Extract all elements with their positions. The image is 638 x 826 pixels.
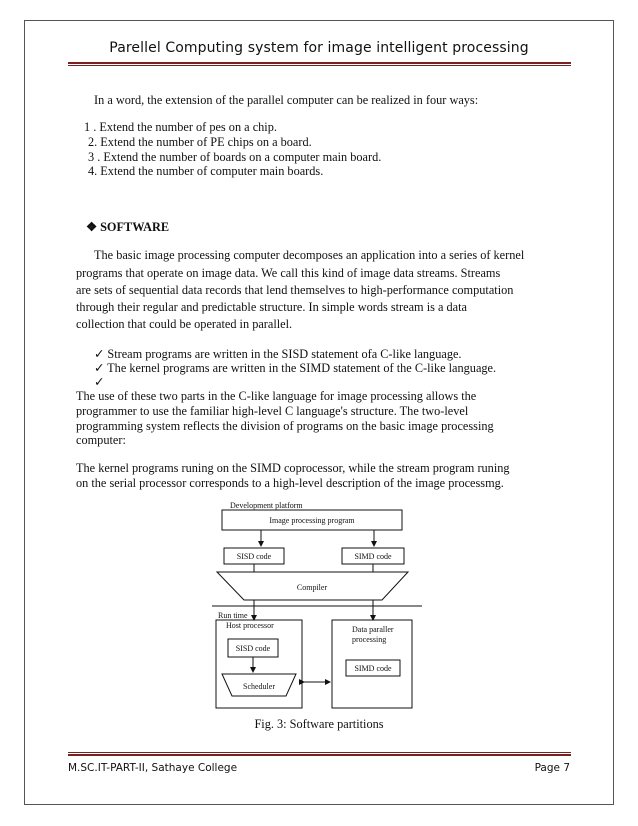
header-rule-thick	[68, 62, 571, 64]
footer-rule-thick	[68, 754, 571, 756]
paragraph2-line-2: programmer to use the familiar high-level C language's structure. The two-level	[76, 404, 469, 418]
compiler-label: Compiler	[296, 583, 328, 592]
footer-rule-thin	[68, 752, 571, 753]
bullet-item-2: ✓ The kernel programs are written in the SIMD statement of the C-like language.	[94, 361, 497, 375]
host-processor-box	[216, 620, 302, 708]
paragraph1-line-1: The basic image processing computer decomposes an application into a series of kernel	[94, 248, 525, 262]
sisd-code-top-label: SISD code	[236, 552, 272, 561]
bullet-item-3: ✓	[94, 375, 105, 389]
paragraph2-line-4: computer:	[76, 433, 126, 447]
way-item-3: 3 . Extend the number of boards on a computer main board.	[88, 150, 382, 164]
footer-page-number: Page 7	[534, 762, 570, 774]
paragraph3-line-2: on the serial processor corresponds to a high-level description of the image processmg.	[76, 476, 504, 490]
scheduler-label: Scheduler	[243, 682, 275, 691]
page-header-title: Parellel Computing system for image intelligent processing	[109, 40, 529, 56]
simd-code-dp-label: SIMD code	[354, 664, 392, 673]
figure-caption: Fig. 3: Software partitions	[254, 717, 384, 731]
data-parallel-label-1: Data paraller	[352, 625, 394, 634]
software-partitions-diagram	[212, 500, 422, 712]
paragraph2-line-3: programming system reflects the division of programs on the basic image processing	[76, 419, 494, 433]
paragraph1-line-5: collection that could be operated in parallel.	[76, 317, 293, 331]
sisd-code-host-label: SISD code	[235, 644, 271, 653]
paragraph1-line-3: are sets of sequential data records that lend themselves to high-performance computation	[76, 283, 514, 297]
header-rule-thin	[68, 65, 571, 66]
run-time-label: Run time	[218, 611, 248, 620]
paragraph1-line-2: programs that operate on image data. We call this kind of image data streams. Streams	[76, 266, 501, 280]
footer-left-text: M.SC.IT-PART-II, Sathaye College	[68, 762, 238, 774]
bullet-item-1: ✓ Stream programs are written in the SISD statement ofa C-like language.	[94, 347, 462, 361]
way-item-1: 1 . Extend the number of pes on a chip.	[84, 120, 277, 134]
data-parallel-label-2: processing	[352, 635, 387, 644]
simd-code-top-label: SIMD code	[354, 552, 392, 561]
host-processor-label: Host processor	[226, 621, 274, 630]
way-item-2: 2. Extend the number of PE chips on a board.	[88, 135, 312, 149]
intro-text: In a word, the extension of the parallel computer can be realized in four ways:	[94, 93, 479, 107]
paragraph2-line-1: The use of these two parts in the C-like language for image processing allows the	[76, 389, 477, 403]
section-title-software: ❖ SOFTWARE	[86, 220, 170, 234]
development-platform-label: Development platform	[230, 501, 303, 510]
paragraph3-line-1: The kernel programs runing on the SIMD coprocessor, while the stream program runing	[76, 461, 510, 475]
paragraph1-line-4: through their regular and predictable structure. In simple words stream is a data	[76, 300, 467, 314]
way-item-4: 4. Extend the number of computer main boards.	[88, 164, 324, 178]
image-processing-program-label: Image processing program	[269, 516, 355, 525]
